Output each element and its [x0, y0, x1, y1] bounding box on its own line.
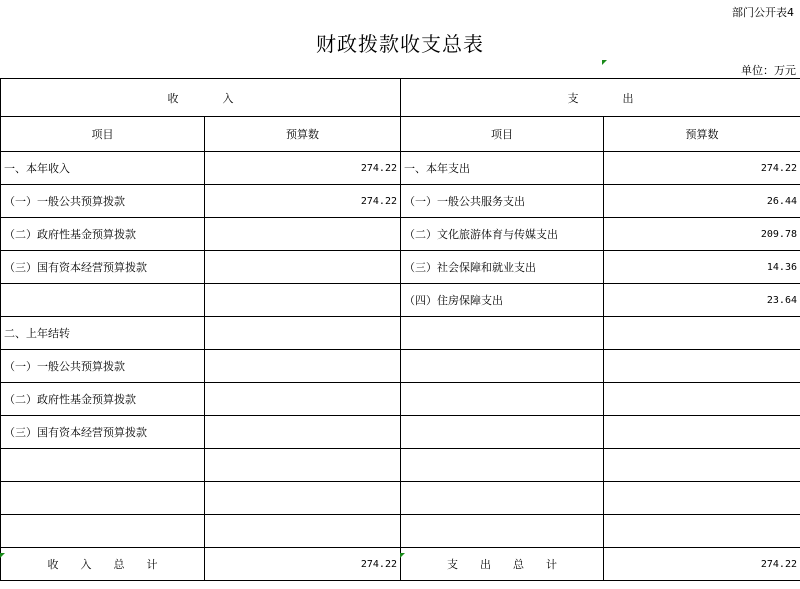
expense-budget-header: 预算数 — [604, 117, 800, 152]
form-code: 部门公开表4 — [732, 6, 794, 19]
expense-value-cell[interactable]: 209.78 — [604, 218, 800, 251]
expense-value-cell[interactable] — [604, 383, 800, 416]
comment-marker-icon — [400, 553, 405, 558]
expense-item-cell[interactable] — [401, 515, 604, 548]
income-value-cell[interactable] — [205, 218, 401, 251]
income-item-cell[interactable] — [1, 515, 205, 548]
table-row — [1, 218, 800, 251]
income-value-cell[interactable] — [205, 383, 401, 416]
table-row — [1, 482, 800, 515]
comment-marker-icon — [602, 60, 607, 65]
expense-value-cell[interactable] — [604, 350, 800, 383]
expense-item-cell[interactable]: （一）一般公共服务支出 — [401, 185, 604, 218]
unit-label: 单位：万元 — [741, 64, 796, 77]
expense-value-cell[interactable] — [604, 416, 800, 449]
income-item-cell[interactable]: （一）一般公共预算拨款 — [1, 350, 205, 383]
expense-value-cell[interactable] — [604, 515, 800, 548]
table-row — [1, 251, 800, 284]
expense-value-cell[interactable]: 23.64 — [604, 284, 800, 317]
income-item-cell[interactable] — [1, 284, 205, 317]
income-value-cell[interactable] — [205, 416, 401, 449]
income-item-cell[interactable] — [1, 449, 205, 482]
expense-item-cell[interactable] — [401, 317, 604, 350]
income-value-cell[interactable] — [205, 284, 401, 317]
income-item-cell[interactable]: （三）国有资本经营预算拨款 — [1, 251, 205, 284]
expense-item-cell[interactable] — [401, 350, 604, 383]
expense-item-cell[interactable]: 一、本年支出 — [401, 152, 604, 185]
budget-table — [0, 78, 800, 581]
table-row — [1, 383, 800, 416]
expense-item-header: 项目 — [401, 117, 604, 152]
expense-item-cell[interactable] — [401, 449, 604, 482]
expense-value-cell[interactable]: 26.44 — [604, 185, 800, 218]
income-value-cell[interactable] — [205, 482, 401, 515]
income-total-label[interactable]: 收 入 总 计 — [1, 548, 205, 581]
comment-marker-icon — [0, 553, 5, 558]
table-row — [1, 152, 800, 185]
income-budget-header: 预算数 — [205, 117, 401, 152]
expense-group-header: 支 出 — [401, 79, 800, 117]
expense-value-cell[interactable] — [604, 317, 800, 350]
income-item-cell[interactable]: （二）政府性基金预算拨款 — [1, 218, 205, 251]
expense-item-cell[interactable]: （三）社会保障和就业支出 — [401, 251, 604, 284]
expense-value-cell[interactable]: 274.22 — [604, 152, 800, 185]
expense-item-cell[interactable] — [401, 416, 604, 449]
table-row — [1, 515, 800, 548]
income-value-cell[interactable] — [205, 449, 401, 482]
expense-item-cell[interactable]: （四）住房保障支出 — [401, 284, 604, 317]
expense-value-cell[interactable]: 14.36 — [604, 251, 800, 284]
page-title: 财政拨款收支总表 — [316, 32, 484, 56]
table-row — [1, 185, 800, 218]
income-item-cell[interactable]: （三）国有资本经营预算拨款 — [1, 416, 205, 449]
income-total-value[interactable]: 274.22 — [205, 548, 401, 581]
income-item-cell[interactable]: （一）一般公共预算拨款 — [1, 185, 205, 218]
table-row — [1, 416, 800, 449]
expense-item-cell[interactable] — [401, 482, 604, 515]
income-item-cell[interactable]: 二、上年结转 — [1, 317, 205, 350]
income-group-header: 收 入 — [1, 79, 401, 117]
income-value-cell[interactable] — [205, 515, 401, 548]
income-value-cell[interactable] — [205, 350, 401, 383]
income-value-cell[interactable] — [205, 251, 401, 284]
expense-total-value[interactable]: 274.22 — [604, 548, 800, 581]
income-value-cell[interactable]: 274.22 — [205, 152, 401, 185]
table-row — [1, 350, 800, 383]
table-row — [1, 284, 800, 317]
expense-item-cell[interactable] — [401, 383, 604, 416]
table-row — [1, 449, 800, 482]
expense-item-cell[interactable]: （二）文化旅游体育与传媒支出 — [401, 218, 604, 251]
header-column-row — [1, 117, 800, 152]
income-value-cell[interactable] — [205, 317, 401, 350]
expense-total-label[interactable]: 支 出 总 计 — [401, 548, 604, 581]
expense-value-cell[interactable] — [604, 449, 800, 482]
expense-value-cell[interactable] — [604, 482, 800, 515]
income-item-header: 项目 — [1, 117, 205, 152]
income-item-cell[interactable]: （二）政府性基金预算拨款 — [1, 383, 205, 416]
income-item-cell[interactable] — [1, 482, 205, 515]
header-group-row — [1, 79, 800, 117]
income-value-cell[interactable]: 274.22 — [205, 185, 401, 218]
income-item-cell[interactable]: 一、本年收入 — [1, 152, 205, 185]
table-row — [1, 317, 800, 350]
